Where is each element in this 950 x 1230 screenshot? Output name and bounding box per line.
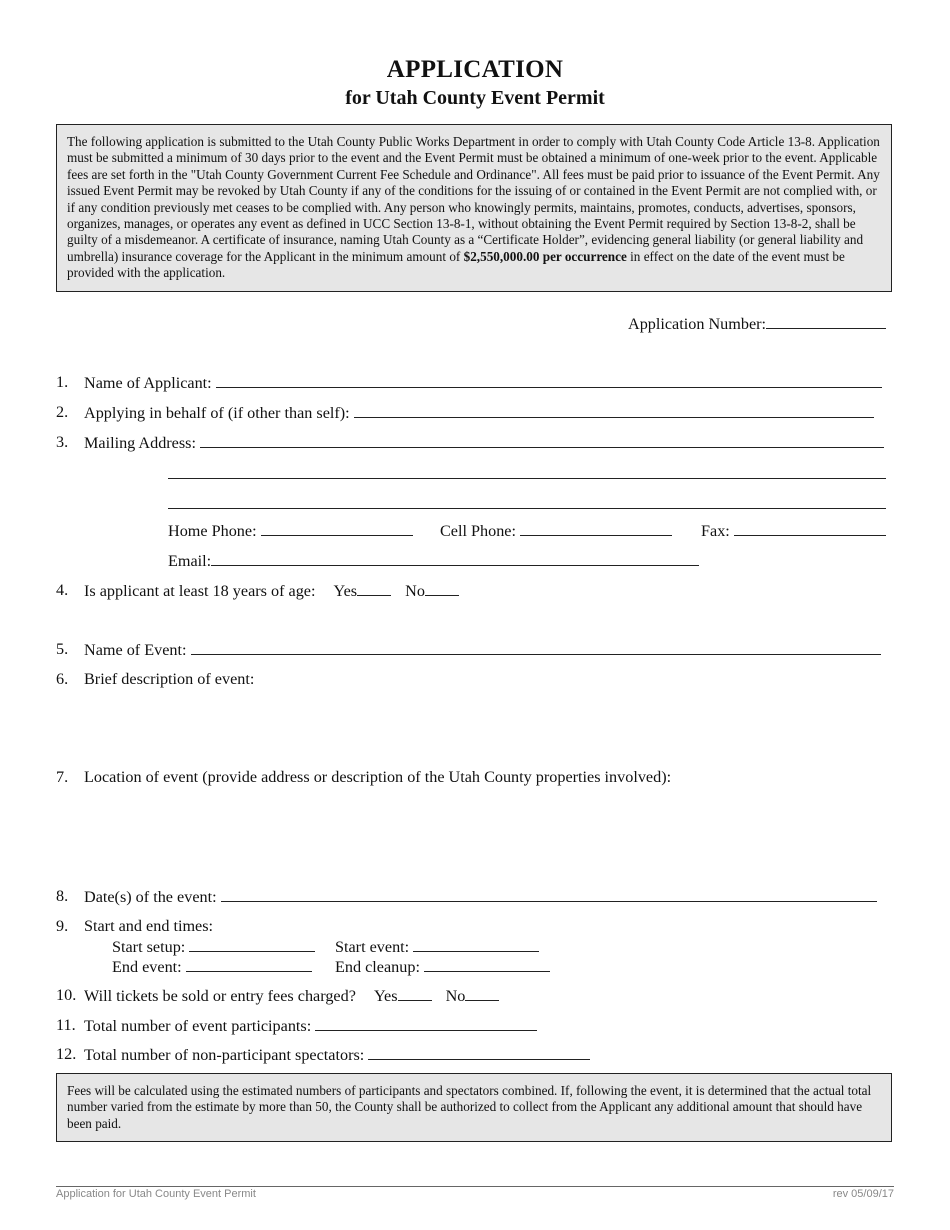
spectators-row bbox=[84, 1044, 590, 1065]
tickets-no-field[interactable] bbox=[465, 985, 499, 1001]
tickets-no-label: No bbox=[445, 987, 466, 1005]
applicant-name-field[interactable] bbox=[216, 372, 882, 388]
start-setup-field[interactable] bbox=[189, 936, 315, 952]
end-cleanup-label: End cleanup: bbox=[335, 958, 420, 976]
application-number-label: Application Number: bbox=[628, 315, 767, 333]
spectators-label: Total number of non-participant spectators: bbox=[84, 1046, 365, 1064]
start-event-label: Start event: bbox=[335, 938, 410, 956]
behalf-of-field[interactable] bbox=[354, 402, 874, 418]
start-event-field[interactable] bbox=[413, 936, 539, 952]
home-phone-row bbox=[168, 520, 413, 541]
email-label: Email: bbox=[168, 552, 212, 570]
behalf-of-row bbox=[84, 402, 874, 423]
mailing-address-row bbox=[84, 432, 884, 453]
email-row bbox=[168, 550, 699, 571]
end-event-label: End event: bbox=[112, 958, 182, 976]
page-subtitle: for Utah County Event Permit bbox=[345, 87, 605, 109]
applicant-name-row bbox=[84, 372, 882, 393]
item-number-2: 2. bbox=[56, 403, 69, 421]
footer-revision: rev 05/09/17 bbox=[832, 1188, 894, 1200]
behalf-of-label: Applying in behalf of (if other than self): bbox=[84, 404, 350, 422]
event-dates-label: Date(s) of the event: bbox=[84, 888, 217, 906]
participants-label: Total number of event participants: bbox=[84, 1017, 312, 1035]
tickets-yes-label: Yes bbox=[373, 987, 398, 1005]
item-number-12: 12. bbox=[56, 1045, 77, 1063]
page-title: APPLICATION bbox=[386, 56, 564, 83]
intro-box bbox=[56, 124, 892, 292]
mailing-address-label: Mailing Address: bbox=[84, 434, 196, 452]
fax-field[interactable] bbox=[734, 520, 886, 536]
fees-note-text: Fees will be calculated using the estimated numbers of participants and spectators combined. If, following the event, it is determined that the actual total number varied from the estimate by more than 50, the County shall be authorized to collect from the Applicant any additional amount that should have been paid. bbox=[67, 1083, 872, 1131]
cell-phone-field[interactable] bbox=[520, 520, 672, 536]
home-phone-label: Home Phone: bbox=[168, 522, 257, 540]
footer-title: Application for Utah County Event Permit bbox=[56, 1188, 256, 1200]
end-event-field[interactable] bbox=[186, 956, 312, 972]
event-dates-field[interactable] bbox=[221, 886, 877, 902]
event-description-area[interactable] bbox=[84, 692, 870, 762]
cell-phone-label: Cell Phone: bbox=[440, 522, 516, 540]
item-number-1: 1. bbox=[56, 373, 69, 391]
mailing-address-field-1[interactable] bbox=[200, 432, 884, 448]
item-number-4: 4. bbox=[56, 581, 69, 599]
item-number-9: 9. bbox=[56, 917, 69, 935]
cell-phone-row bbox=[440, 520, 672, 541]
item-number-5: 5. bbox=[56, 640, 69, 658]
age-question-row bbox=[84, 580, 459, 601]
intro-text-end: in effect on the date of the event must be provided with the application. bbox=[67, 248, 845, 281]
participants-row bbox=[84, 1015, 537, 1036]
intro-text: The following application is submitted to the Utah County Public Works Department in order to comply with Utah County Code Article 13-8. Application must be submitted a minimum of 30 days prior to the event and the Event Permit must be obtained a minimum of one-week prior to the event. Applicable fees are set forth in the "Utah County Government Current Fee Schedule and Ordinance". All fees must be paid prior to issuance of the Event Permit. Any issued Event Permit may be revoked by Utah County if any of the conditions for the issuing of or contained in the Event Permit are not complied with, or if any condition previously met ceases to be complied with. Any person who knowingly permits, maintains, promotes, conducts, advertises, sponsors, organizes, manages, or operates any event as defined in UCC Section 13-8-1, without obtaining the Event Permit required by Section 13-8-2, shall be guilty of a misdemeanor. A certificate of insurance, naming Utah County as a “Certificate Holder”, evidencing general liability (or general liability and umbrella) insurance coverage for the Applicant in the minimum amount of bbox=[67, 134, 880, 264]
event-name-label: Name of Event: bbox=[84, 641, 187, 659]
age-no-field[interactable] bbox=[425, 580, 459, 596]
tickets-yes-field[interactable] bbox=[398, 985, 432, 1001]
age-yes-label: Yes bbox=[333, 582, 358, 600]
applicant-name-label: Name of Applicant: bbox=[84, 374, 212, 392]
age-no-label: No bbox=[405, 582, 425, 600]
event-name-row bbox=[84, 639, 881, 660]
end-cleanup-field[interactable] bbox=[424, 956, 550, 972]
mailing-address-field-3[interactable] bbox=[168, 492, 886, 509]
start-setup-row bbox=[112, 936, 315, 957]
insurance-amount: $2,550,000.00 per occurrence bbox=[463, 248, 627, 264]
age-question-label: Is applicant at least 18 years of age: bbox=[84, 582, 316, 600]
email-field[interactable] bbox=[211, 550, 699, 566]
times-label: Start and end times: bbox=[84, 917, 214, 935]
start-setup-label: Start setup: bbox=[112, 938, 186, 956]
footer-rule bbox=[56, 1186, 894, 1187]
item-number-8: 8. bbox=[56, 887, 69, 905]
item-number-11: 11. bbox=[56, 1016, 76, 1034]
event-location-label: Location of event (provide address or description of the Utah County properties involved): bbox=[84, 768, 672, 786]
tickets-row bbox=[84, 985, 499, 1006]
end-cleanup-row bbox=[335, 956, 550, 977]
event-location-area[interactable] bbox=[84, 790, 870, 880]
participants-field[interactable] bbox=[315, 1015, 537, 1031]
application-number-row bbox=[628, 313, 886, 334]
fax-label: Fax: bbox=[701, 522, 730, 540]
mailing-address-field-2[interactable] bbox=[168, 462, 886, 479]
item-number-3: 3. bbox=[56, 433, 69, 451]
fees-note-box bbox=[56, 1073, 892, 1142]
age-yes-field[interactable] bbox=[357, 580, 391, 596]
application-number-field[interactable] bbox=[766, 313, 886, 329]
spectators-field[interactable] bbox=[368, 1044, 590, 1060]
item-number-10: 10. bbox=[56, 986, 77, 1004]
item-number-6: 6. bbox=[56, 670, 69, 688]
event-name-field[interactable] bbox=[191, 639, 881, 655]
end-event-row bbox=[112, 956, 312, 977]
event-dates-row bbox=[84, 886, 877, 907]
event-description-label: Brief description of event: bbox=[84, 670, 255, 688]
home-phone-field[interactable] bbox=[261, 520, 413, 536]
fax-row bbox=[701, 520, 886, 541]
start-event-row bbox=[335, 936, 539, 957]
item-number-7: 7. bbox=[56, 768, 69, 786]
tickets-label: Will tickets be sold or entry fees charged? bbox=[84, 987, 356, 1005]
